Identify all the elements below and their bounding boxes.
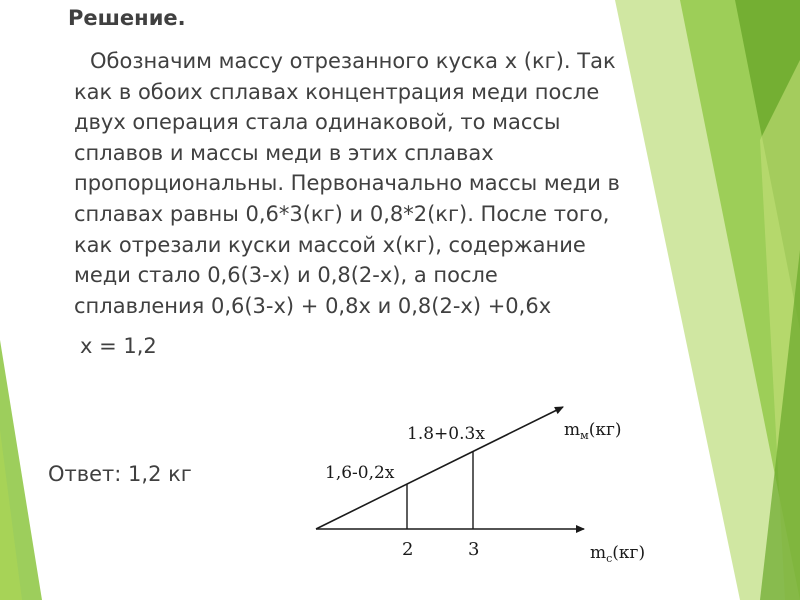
y-axis-label: [564, 420, 621, 442]
label-lower: 1,6-0,2x: [325, 463, 395, 483]
paragraph-line: сплавления 0,6(3-x) + 0,8x и 0,8(2-x) +0,6x: [74, 293, 552, 318]
paragraph-line: как в обоих сплавах концентрация меди после: [74, 79, 600, 104]
label-upper: 1.8+0.3x: [407, 424, 485, 444]
result-equation: x = 1,2: [80, 334, 157, 358]
tick-label-2: 2: [402, 539, 414, 560]
x-axis-label-sub: с: [606, 552, 613, 565]
paragraph-line: сплавах равны 0,6*3(кг) и 0,8*2(кг). После того,: [74, 201, 610, 226]
x-axis-label: [590, 543, 645, 565]
paragraph-line: пропорциональны. Первоначально массы меди в: [74, 171, 620, 196]
tick-label-3: 3: [468, 539, 480, 560]
x-axis-label-main: m: [590, 543, 607, 563]
paragraph-line: как отрезали куски массой x(кг), содержание: [74, 232, 586, 257]
paragraph-line: Обозначим массу отрезанного куска x (кг). Так: [90, 49, 616, 73]
y-axis-label-sub: м: [580, 429, 589, 442]
y-axis-label-unit: (кг): [588, 420, 622, 440]
solution-heading: Решение.: [68, 6, 186, 30]
y-axis-label-main: m: [564, 420, 581, 440]
paragraph-line: меди стало 0,6(3-x) и 0,8(2-x), а после: [74, 263, 498, 288]
paragraph-line: двух операция стала одинаковой, то массы: [74, 110, 561, 135]
answer-text: Ответ: 1,2 кг: [48, 462, 192, 486]
paragraph-line: сплавов и массы меди в этих сплавах: [74, 140, 494, 165]
x-axis-label-unit: (кг): [612, 543, 646, 563]
